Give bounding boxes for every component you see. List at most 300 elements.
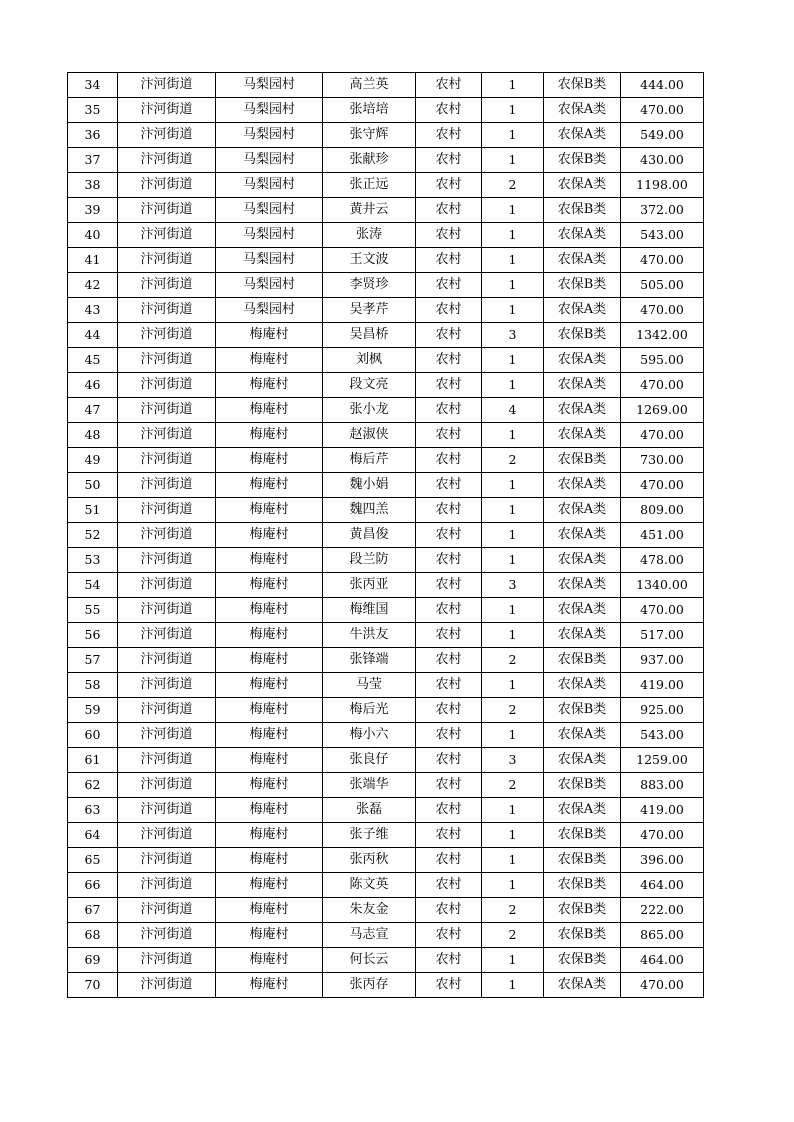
row-index-cell: 49 bbox=[68, 448, 118, 473]
insurance-category-cell: 农保A类 bbox=[544, 598, 621, 623]
household-type-cell: 农村 bbox=[416, 323, 482, 348]
row-index-cell: 39 bbox=[68, 198, 118, 223]
amount-cell: 1269.00 bbox=[621, 398, 704, 423]
person-count-cell: 1 bbox=[482, 723, 544, 748]
person-name-cell: 何长云 bbox=[323, 948, 416, 973]
person-name-cell: 梅后芹 bbox=[323, 448, 416, 473]
table-row bbox=[68, 698, 704, 723]
street-cell: 汴河街道 bbox=[118, 798, 216, 823]
street-cell: 汴河街道 bbox=[118, 823, 216, 848]
row-index-cell: 52 bbox=[68, 523, 118, 548]
amount-cell: 543.00 bbox=[621, 223, 704, 248]
table-body bbox=[68, 73, 704, 998]
person-count-cell: 2 bbox=[482, 648, 544, 673]
row-index-cell: 38 bbox=[68, 173, 118, 198]
amount-cell: 517.00 bbox=[621, 623, 704, 648]
amount-cell: 549.00 bbox=[621, 123, 704, 148]
village-cell: 梅庵村 bbox=[216, 898, 323, 923]
table-row bbox=[68, 173, 704, 198]
amount-cell: 396.00 bbox=[621, 848, 704, 873]
village-cell: 马梨园村 bbox=[216, 98, 323, 123]
street-cell: 汴河街道 bbox=[118, 973, 216, 998]
amount-cell: 470.00 bbox=[621, 298, 704, 323]
person-name-cell: 刘枫 bbox=[323, 348, 416, 373]
village-cell: 梅庵村 bbox=[216, 548, 323, 573]
allowance-table bbox=[67, 72, 704, 998]
street-cell: 汴河街道 bbox=[118, 173, 216, 198]
row-index-cell: 59 bbox=[68, 698, 118, 723]
amount-cell: 419.00 bbox=[621, 673, 704, 698]
person-name-cell: 朱友金 bbox=[323, 898, 416, 923]
amount-cell: 451.00 bbox=[621, 523, 704, 548]
table-row bbox=[68, 548, 704, 573]
table-row bbox=[68, 773, 704, 798]
household-type-cell: 农村 bbox=[416, 498, 482, 523]
insurance-category-cell: 农保A类 bbox=[544, 498, 621, 523]
amount-cell: 372.00 bbox=[621, 198, 704, 223]
household-type-cell: 农村 bbox=[416, 623, 482, 648]
insurance-category-cell: 农保A类 bbox=[544, 973, 621, 998]
amount-cell: 419.00 bbox=[621, 798, 704, 823]
person-name-cell: 张正远 bbox=[323, 173, 416, 198]
table-row bbox=[68, 423, 704, 448]
person-name-cell: 张磊 bbox=[323, 798, 416, 823]
row-index-cell: 63 bbox=[68, 798, 118, 823]
person-count-cell: 2 bbox=[482, 923, 544, 948]
row-index-cell: 66 bbox=[68, 873, 118, 898]
street-cell: 汴河街道 bbox=[118, 623, 216, 648]
amount-cell: 464.00 bbox=[621, 948, 704, 973]
insurance-category-cell: 农保A类 bbox=[544, 673, 621, 698]
amount-cell: 470.00 bbox=[621, 248, 704, 273]
village-cell: 梅庵村 bbox=[216, 923, 323, 948]
insurance-category-cell: 农保B类 bbox=[544, 823, 621, 848]
person-name-cell: 黄昌俊 bbox=[323, 523, 416, 548]
street-cell: 汴河街道 bbox=[118, 923, 216, 948]
household-type-cell: 农村 bbox=[416, 548, 482, 573]
household-type-cell: 农村 bbox=[416, 973, 482, 998]
person-count-cell: 1 bbox=[482, 948, 544, 973]
table-row bbox=[68, 523, 704, 548]
household-type-cell: 农村 bbox=[416, 248, 482, 273]
row-index-cell: 64 bbox=[68, 823, 118, 848]
person-name-cell: 黄井云 bbox=[323, 198, 416, 223]
amount-cell: 470.00 bbox=[621, 473, 704, 498]
insurance-category-cell: 农保A类 bbox=[544, 298, 621, 323]
insurance-category-cell: 农保A类 bbox=[544, 473, 621, 498]
street-cell: 汴河街道 bbox=[118, 573, 216, 598]
row-index-cell: 46 bbox=[68, 373, 118, 398]
household-type-cell: 农村 bbox=[416, 798, 482, 823]
village-cell: 梅庵村 bbox=[216, 848, 323, 873]
table-row bbox=[68, 448, 704, 473]
household-type-cell: 农村 bbox=[416, 473, 482, 498]
insurance-category-cell: 农保B类 bbox=[544, 448, 621, 473]
person-count-cell: 1 bbox=[482, 798, 544, 823]
table-row bbox=[68, 673, 704, 698]
insurance-category-cell: 农保B类 bbox=[544, 198, 621, 223]
person-name-cell: 吴孝芹 bbox=[323, 298, 416, 323]
person-name-cell: 段文亮 bbox=[323, 373, 416, 398]
insurance-category-cell: 农保A类 bbox=[544, 223, 621, 248]
household-type-cell: 农村 bbox=[416, 748, 482, 773]
amount-cell: 470.00 bbox=[621, 373, 704, 398]
household-type-cell: 农村 bbox=[416, 223, 482, 248]
person-count-cell: 4 bbox=[482, 398, 544, 423]
village-cell: 马梨园村 bbox=[216, 148, 323, 173]
village-cell: 马梨园村 bbox=[216, 173, 323, 198]
table-row bbox=[68, 73, 704, 98]
person-count-cell: 1 bbox=[482, 848, 544, 873]
table-row bbox=[68, 473, 704, 498]
person-count-cell: 2 bbox=[482, 898, 544, 923]
amount-cell: 1259.00 bbox=[621, 748, 704, 773]
row-index-cell: 40 bbox=[68, 223, 118, 248]
table-row bbox=[68, 248, 704, 273]
amount-cell: 595.00 bbox=[621, 348, 704, 373]
insurance-category-cell: 农保B类 bbox=[544, 773, 621, 798]
row-index-cell: 36 bbox=[68, 123, 118, 148]
village-cell: 梅庵村 bbox=[216, 323, 323, 348]
table-row bbox=[68, 748, 704, 773]
street-cell: 汴河街道 bbox=[118, 198, 216, 223]
household-type-cell: 农村 bbox=[416, 648, 482, 673]
amount-cell: 883.00 bbox=[621, 773, 704, 798]
household-type-cell: 农村 bbox=[416, 398, 482, 423]
person-count-cell: 2 bbox=[482, 773, 544, 798]
table-row bbox=[68, 98, 704, 123]
amount-cell: 1342.00 bbox=[621, 323, 704, 348]
household-type-cell: 农村 bbox=[416, 573, 482, 598]
person-name-cell: 梅维国 bbox=[323, 598, 416, 623]
person-count-cell: 1 bbox=[482, 373, 544, 398]
table-row bbox=[68, 123, 704, 148]
person-name-cell: 李贤珍 bbox=[323, 273, 416, 298]
row-index-cell: 42 bbox=[68, 273, 118, 298]
village-cell: 梅庵村 bbox=[216, 823, 323, 848]
village-cell: 马梨园村 bbox=[216, 123, 323, 148]
household-type-cell: 农村 bbox=[416, 298, 482, 323]
row-index-cell: 37 bbox=[68, 148, 118, 173]
row-index-cell: 60 bbox=[68, 723, 118, 748]
table-row bbox=[68, 298, 704, 323]
person-name-cell: 张良仔 bbox=[323, 748, 416, 773]
street-cell: 汴河街道 bbox=[118, 548, 216, 573]
amount-cell: 543.00 bbox=[621, 723, 704, 748]
amount-cell: 470.00 bbox=[621, 973, 704, 998]
village-cell: 马梨园村 bbox=[216, 73, 323, 98]
village-cell: 梅庵村 bbox=[216, 498, 323, 523]
person-count-cell: 1 bbox=[482, 973, 544, 998]
table-row bbox=[68, 948, 704, 973]
insurance-category-cell: 农保B类 bbox=[544, 323, 621, 348]
household-type-cell: 农村 bbox=[416, 198, 482, 223]
insurance-category-cell: 农保A类 bbox=[544, 573, 621, 598]
person-count-cell: 1 bbox=[482, 623, 544, 648]
street-cell: 汴河街道 bbox=[118, 273, 216, 298]
village-cell: 梅庵村 bbox=[216, 798, 323, 823]
household-type-cell: 农村 bbox=[416, 773, 482, 798]
person-count-cell: 3 bbox=[482, 323, 544, 348]
street-cell: 汴河街道 bbox=[118, 423, 216, 448]
street-cell: 汴河街道 bbox=[118, 148, 216, 173]
person-name-cell: 张守辉 bbox=[323, 123, 416, 148]
person-name-cell: 马志宣 bbox=[323, 923, 416, 948]
amount-cell: 470.00 bbox=[621, 823, 704, 848]
person-count-cell: 1 bbox=[482, 273, 544, 298]
table-row bbox=[68, 923, 704, 948]
insurance-category-cell: 农保A类 bbox=[544, 373, 621, 398]
household-type-cell: 农村 bbox=[416, 923, 482, 948]
household-type-cell: 农村 bbox=[416, 148, 482, 173]
person-count-cell: 1 bbox=[482, 348, 544, 373]
household-type-cell: 农村 bbox=[416, 373, 482, 398]
village-cell: 梅庵村 bbox=[216, 348, 323, 373]
person-name-cell: 张涛 bbox=[323, 223, 416, 248]
person-name-cell: 高兰英 bbox=[323, 73, 416, 98]
household-type-cell: 农村 bbox=[416, 348, 482, 373]
street-cell: 汴河街道 bbox=[118, 498, 216, 523]
amount-cell: 1198.00 bbox=[621, 173, 704, 198]
village-cell: 梅庵村 bbox=[216, 873, 323, 898]
person-name-cell: 张小龙 bbox=[323, 398, 416, 423]
village-cell: 梅庵村 bbox=[216, 748, 323, 773]
table-row bbox=[68, 723, 704, 748]
person-count-cell: 1 bbox=[482, 548, 544, 573]
household-type-cell: 农村 bbox=[416, 423, 482, 448]
person-name-cell: 张锋端 bbox=[323, 648, 416, 673]
street-cell: 汴河街道 bbox=[118, 723, 216, 748]
person-name-cell: 梅后光 bbox=[323, 698, 416, 723]
household-type-cell: 农村 bbox=[416, 848, 482, 873]
street-cell: 汴河街道 bbox=[118, 123, 216, 148]
amount-cell: 222.00 bbox=[621, 898, 704, 923]
amount-cell: 478.00 bbox=[621, 548, 704, 573]
street-cell: 汴河街道 bbox=[118, 373, 216, 398]
table-row bbox=[68, 573, 704, 598]
household-type-cell: 农村 bbox=[416, 948, 482, 973]
person-count-cell: 1 bbox=[482, 423, 544, 448]
person-name-cell: 赵淑侠 bbox=[323, 423, 416, 448]
village-cell: 梅庵村 bbox=[216, 948, 323, 973]
amount-cell: 430.00 bbox=[621, 148, 704, 173]
household-type-cell: 农村 bbox=[416, 173, 482, 198]
household-type-cell: 农村 bbox=[416, 873, 482, 898]
person-count-cell: 1 bbox=[482, 198, 544, 223]
household-type-cell: 农村 bbox=[416, 673, 482, 698]
household-type-cell: 农村 bbox=[416, 898, 482, 923]
village-cell: 梅庵村 bbox=[216, 423, 323, 448]
insurance-category-cell: 农保A类 bbox=[544, 248, 621, 273]
street-cell: 汴河街道 bbox=[118, 648, 216, 673]
table-row bbox=[68, 498, 704, 523]
street-cell: 汴河街道 bbox=[118, 398, 216, 423]
insurance-category-cell: 农保B类 bbox=[544, 898, 621, 923]
village-cell: 梅庵村 bbox=[216, 623, 323, 648]
table-row bbox=[68, 848, 704, 873]
amount-cell: 470.00 bbox=[621, 423, 704, 448]
amount-cell: 925.00 bbox=[621, 698, 704, 723]
row-index-cell: 47 bbox=[68, 398, 118, 423]
street-cell: 汴河街道 bbox=[118, 848, 216, 873]
street-cell: 汴河街道 bbox=[118, 673, 216, 698]
person-count-cell: 1 bbox=[482, 223, 544, 248]
person-count-cell: 1 bbox=[482, 248, 544, 273]
person-count-cell: 2 bbox=[482, 698, 544, 723]
village-cell: 梅庵村 bbox=[216, 648, 323, 673]
household-type-cell: 农村 bbox=[416, 523, 482, 548]
person-count-cell: 2 bbox=[482, 173, 544, 198]
street-cell: 汴河街道 bbox=[118, 73, 216, 98]
table-row bbox=[68, 148, 704, 173]
person-count-cell: 1 bbox=[482, 598, 544, 623]
amount-cell: 1340.00 bbox=[621, 573, 704, 598]
insurance-category-cell: 农保A类 bbox=[544, 398, 621, 423]
village-cell: 马梨园村 bbox=[216, 273, 323, 298]
person-count-cell: 1 bbox=[482, 523, 544, 548]
table-row bbox=[68, 223, 704, 248]
row-index-cell: 68 bbox=[68, 923, 118, 948]
row-index-cell: 41 bbox=[68, 248, 118, 273]
person-count-cell: 1 bbox=[482, 823, 544, 848]
person-count-cell: 1 bbox=[482, 298, 544, 323]
row-index-cell: 45 bbox=[68, 348, 118, 373]
row-index-cell: 34 bbox=[68, 73, 118, 98]
insurance-category-cell: 农保A类 bbox=[544, 623, 621, 648]
row-index-cell: 58 bbox=[68, 673, 118, 698]
amount-cell: 464.00 bbox=[621, 873, 704, 898]
row-index-cell: 69 bbox=[68, 948, 118, 973]
person-count-cell: 1 bbox=[482, 148, 544, 173]
row-index-cell: 61 bbox=[68, 748, 118, 773]
row-index-cell: 51 bbox=[68, 498, 118, 523]
amount-cell: 470.00 bbox=[621, 598, 704, 623]
person-count-cell: 1 bbox=[482, 873, 544, 898]
table-row bbox=[68, 373, 704, 398]
person-name-cell: 王文波 bbox=[323, 248, 416, 273]
row-index-cell: 67 bbox=[68, 898, 118, 923]
table-row bbox=[68, 273, 704, 298]
insurance-category-cell: 农保A类 bbox=[544, 748, 621, 773]
insurance-category-cell: 农保B类 bbox=[544, 648, 621, 673]
person-name-cell: 张丙存 bbox=[323, 973, 416, 998]
row-index-cell: 53 bbox=[68, 548, 118, 573]
row-index-cell: 44 bbox=[68, 323, 118, 348]
insurance-category-cell: 农保B类 bbox=[544, 948, 621, 973]
household-type-cell: 农村 bbox=[416, 123, 482, 148]
village-cell: 梅庵村 bbox=[216, 398, 323, 423]
person-count-cell: 1 bbox=[482, 73, 544, 98]
row-index-cell: 43 bbox=[68, 298, 118, 323]
household-type-cell: 农村 bbox=[416, 273, 482, 298]
table-row bbox=[68, 623, 704, 648]
amount-cell: 865.00 bbox=[621, 923, 704, 948]
person-name-cell: 魏小娟 bbox=[323, 473, 416, 498]
amount-cell: 809.00 bbox=[621, 498, 704, 523]
person-name-cell: 段兰防 bbox=[323, 548, 416, 573]
insurance-category-cell: 农保B类 bbox=[544, 148, 621, 173]
village-cell: 梅庵村 bbox=[216, 373, 323, 398]
village-cell: 梅庵村 bbox=[216, 598, 323, 623]
table-row bbox=[68, 323, 704, 348]
insurance-category-cell: 农保B类 bbox=[544, 698, 621, 723]
person-count-cell: 3 bbox=[482, 573, 544, 598]
person-name-cell: 陈文英 bbox=[323, 873, 416, 898]
insurance-category-cell: 农保A类 bbox=[544, 98, 621, 123]
street-cell: 汴河街道 bbox=[118, 323, 216, 348]
row-index-cell: 62 bbox=[68, 773, 118, 798]
table-row bbox=[68, 973, 704, 998]
person-count-cell: 1 bbox=[482, 673, 544, 698]
village-cell: 梅庵村 bbox=[216, 573, 323, 598]
table-row bbox=[68, 898, 704, 923]
village-cell: 梅庵村 bbox=[216, 673, 323, 698]
row-index-cell: 57 bbox=[68, 648, 118, 673]
allowance-table-container bbox=[67, 72, 703, 998]
person-count-cell: 1 bbox=[482, 123, 544, 148]
table-row bbox=[68, 398, 704, 423]
insurance-category-cell: 农保A类 bbox=[544, 798, 621, 823]
village-cell: 梅庵村 bbox=[216, 723, 323, 748]
insurance-category-cell: 农保B类 bbox=[544, 273, 621, 298]
household-type-cell: 农村 bbox=[416, 448, 482, 473]
household-type-cell: 农村 bbox=[416, 98, 482, 123]
person-name-cell: 张献珍 bbox=[323, 148, 416, 173]
amount-cell: 505.00 bbox=[621, 273, 704, 298]
insurance-category-cell: 农保A类 bbox=[544, 123, 621, 148]
row-index-cell: 70 bbox=[68, 973, 118, 998]
amount-cell: 444.00 bbox=[621, 73, 704, 98]
village-cell: 梅庵村 bbox=[216, 973, 323, 998]
person-count-cell: 1 bbox=[482, 98, 544, 123]
street-cell: 汴河街道 bbox=[118, 473, 216, 498]
table-row bbox=[68, 823, 704, 848]
street-cell: 汴河街道 bbox=[118, 873, 216, 898]
street-cell: 汴河街道 bbox=[118, 698, 216, 723]
person-name-cell: 牛洪友 bbox=[323, 623, 416, 648]
household-type-cell: 农村 bbox=[416, 698, 482, 723]
insurance-category-cell: 农保A类 bbox=[544, 523, 621, 548]
street-cell: 汴河街道 bbox=[118, 448, 216, 473]
table-row bbox=[68, 598, 704, 623]
insurance-category-cell: 农保A类 bbox=[544, 173, 621, 198]
insurance-category-cell: 农保B类 bbox=[544, 73, 621, 98]
row-index-cell: 35 bbox=[68, 98, 118, 123]
person-name-cell: 张丙亚 bbox=[323, 573, 416, 598]
street-cell: 汴河街道 bbox=[118, 248, 216, 273]
insurance-category-cell: 农保B类 bbox=[544, 923, 621, 948]
insurance-category-cell: 农保B类 bbox=[544, 848, 621, 873]
street-cell: 汴河街道 bbox=[118, 298, 216, 323]
table-row bbox=[68, 198, 704, 223]
amount-cell: 937.00 bbox=[621, 648, 704, 673]
table-row bbox=[68, 873, 704, 898]
person-name-cell: 张端华 bbox=[323, 773, 416, 798]
street-cell: 汴河街道 bbox=[118, 598, 216, 623]
table-row bbox=[68, 798, 704, 823]
insurance-category-cell: 农保B类 bbox=[544, 873, 621, 898]
street-cell: 汴河街道 bbox=[118, 773, 216, 798]
street-cell: 汴河街道 bbox=[118, 948, 216, 973]
person-name-cell: 张子维 bbox=[323, 823, 416, 848]
person-name-cell: 张培培 bbox=[323, 98, 416, 123]
village-cell: 马梨园村 bbox=[216, 223, 323, 248]
insurance-category-cell: 农保A类 bbox=[544, 723, 621, 748]
insurance-category-cell: 农保A类 bbox=[544, 423, 621, 448]
row-index-cell: 48 bbox=[68, 423, 118, 448]
row-index-cell: 55 bbox=[68, 598, 118, 623]
table-row bbox=[68, 648, 704, 673]
